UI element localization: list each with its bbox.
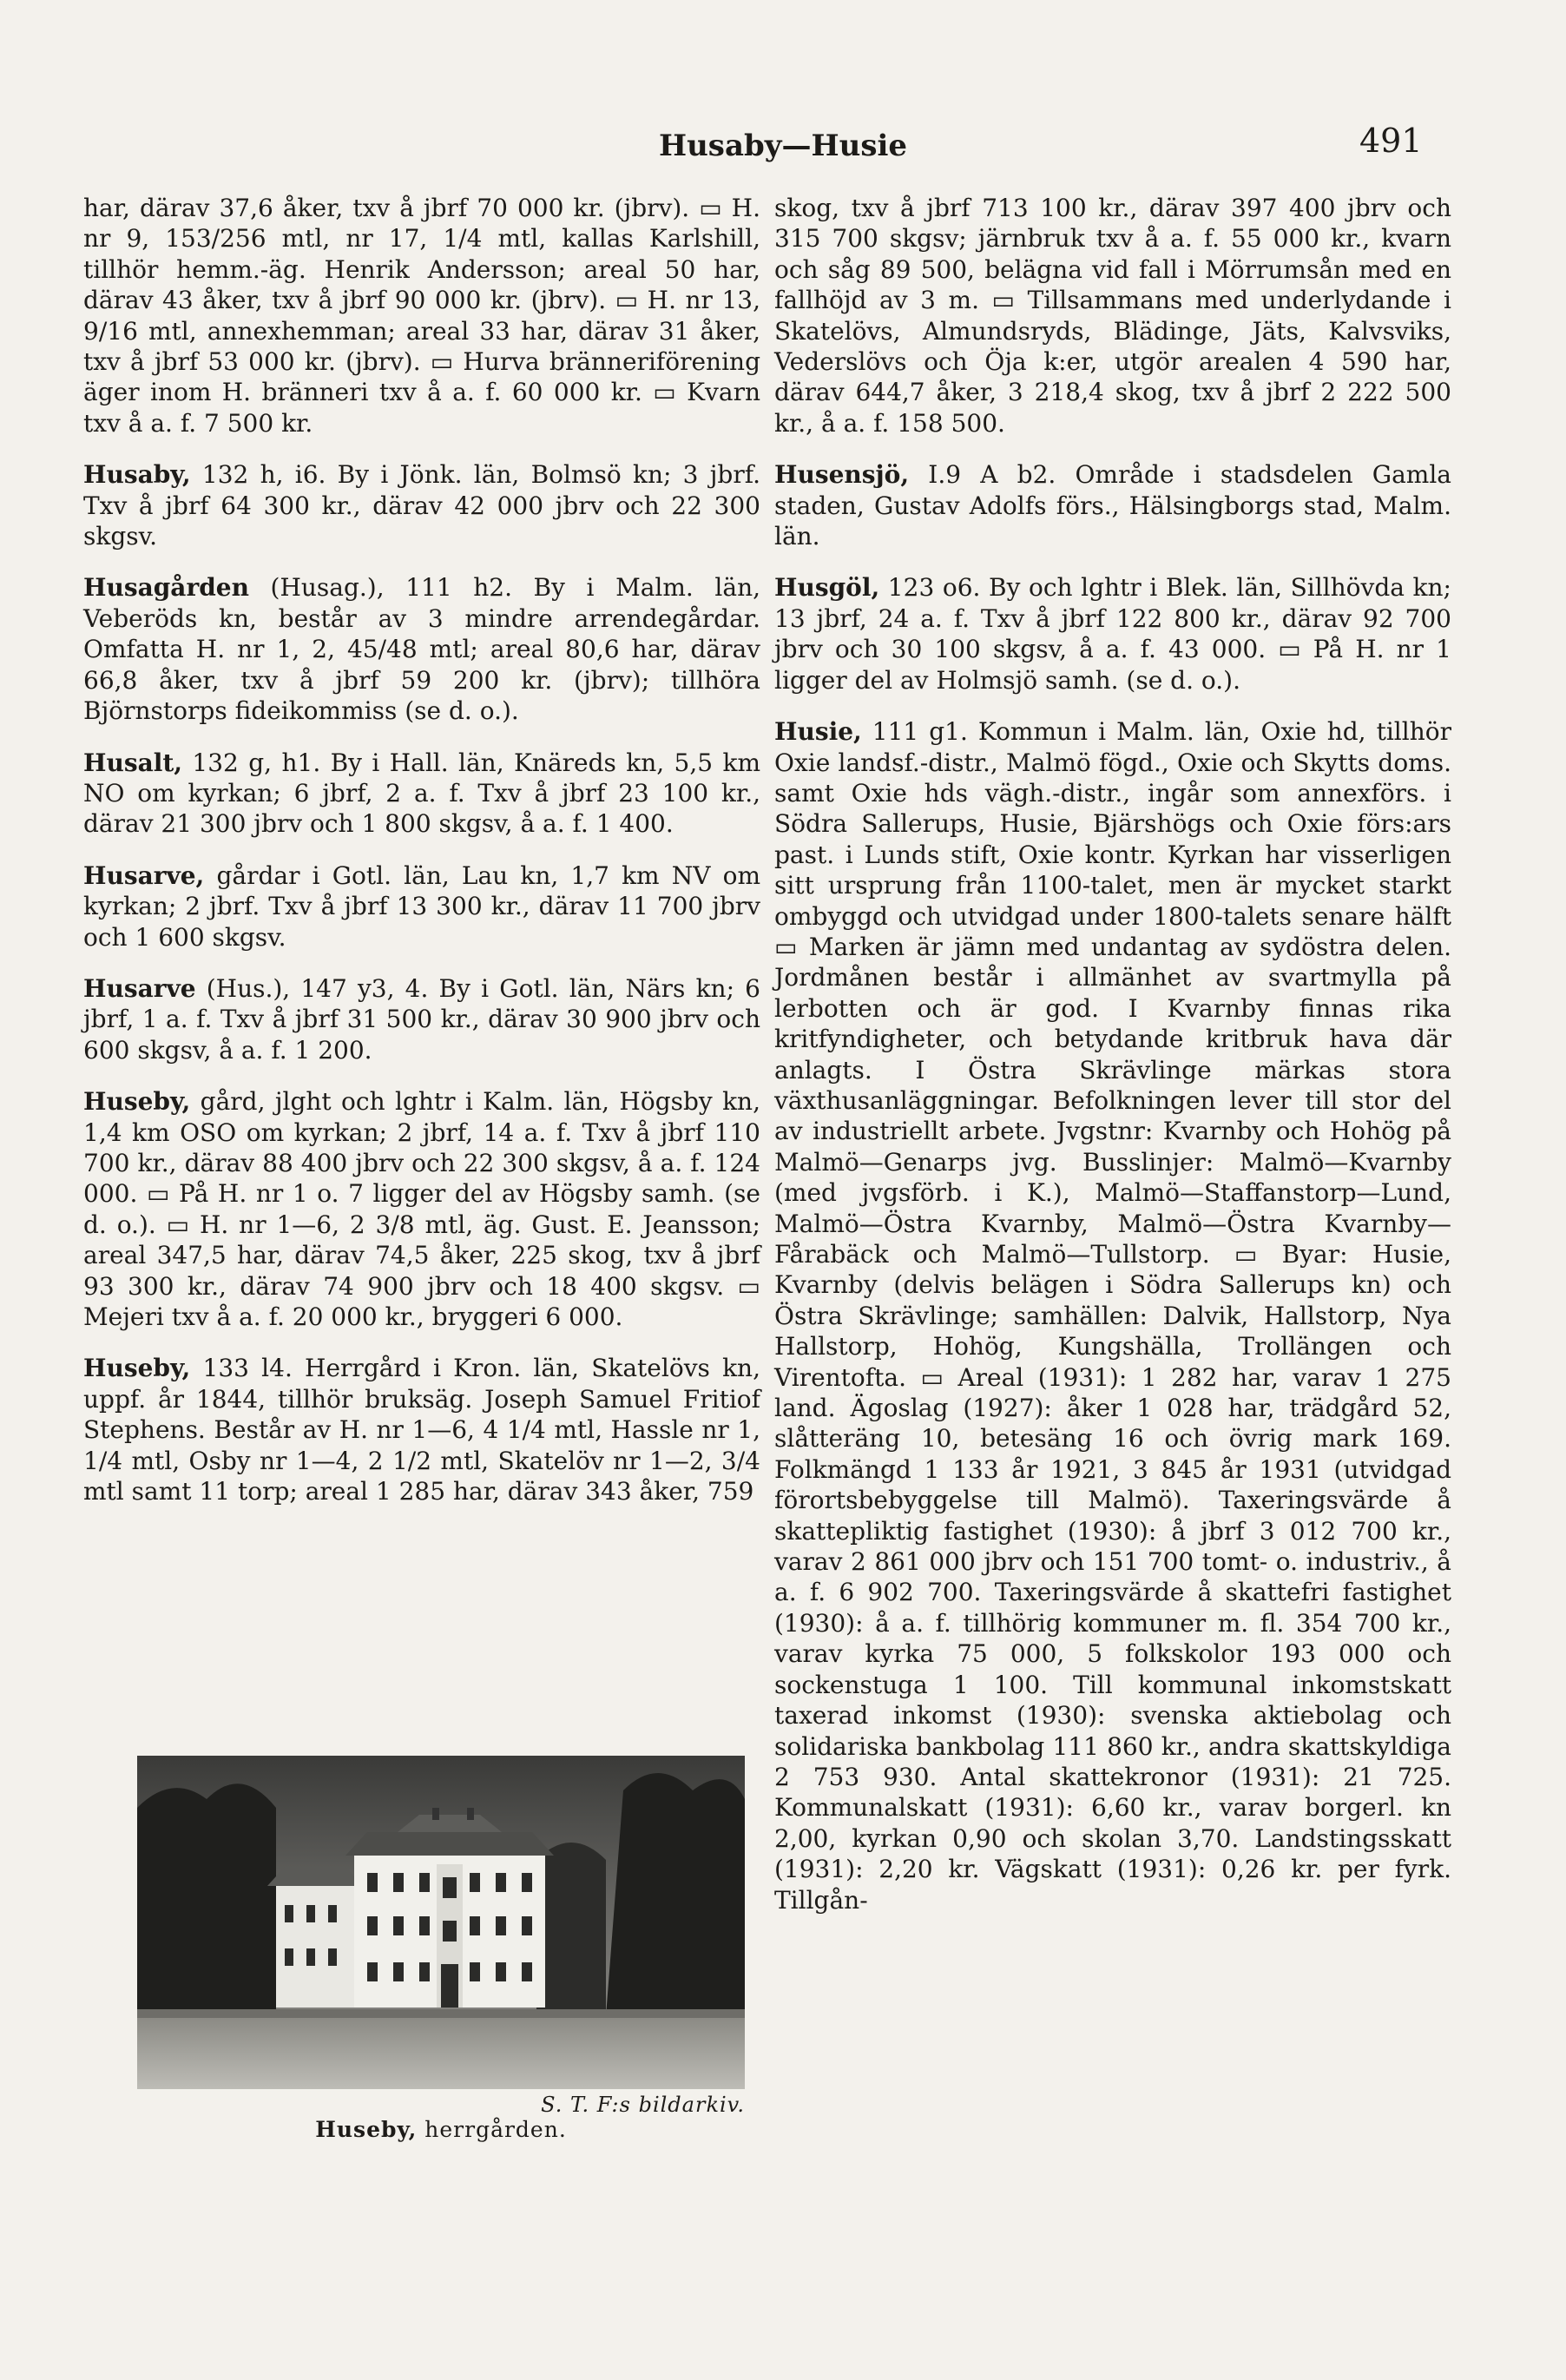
entry	[774, 193, 1451, 438]
entry	[774, 459, 1451, 551]
entry-text: I.9 A b2. Område i stadsdelen Gamla staden, Gustav Adolfs förs., Hälsingborgs stad, Malm. län.	[774, 460, 1451, 551]
entry	[83, 1086, 760, 1332]
entry-text: 132 h, i6. By i Jönk. län, Bolmsö kn; 3 jbrf. Txv å jbrf 64 300 kr., därav 42 000 jbrv och 22 300 skgsv.	[83, 460, 760, 551]
entry-text: 132 g, h1. By i Hall. län, Knäreds kn, 5,5 km NO om kyrkan; 6 jbrf, 2 a. f. Txv å jbrf 23 100 kr., därav 21 300 jbrv och 1 800 skgsv, å a. f. 1 400.	[83, 748, 760, 839]
right-column	[774, 193, 1451, 1936]
entry-headword: Husarve,	[83, 860, 205, 890]
entry-headword: Huseby,	[83, 1087, 191, 1117]
entry	[83, 459, 760, 551]
entry	[774, 572, 1451, 696]
entry-headword: Husensjö,	[774, 460, 910, 490]
figure-caption	[137, 2117, 745, 2142]
entry-headword: Husgöl,	[774, 573, 880, 603]
entry	[83, 973, 760, 1065]
entry-headword: Husarve	[83, 973, 196, 1003]
entry-headword: Husie,	[774, 717, 862, 747]
entry	[83, 860, 760, 953]
page-number: 491	[1359, 122, 1423, 160]
entry-text: (Hus.), 147 y3, 4. By i Gotl. län, Närs kn; 6 jbrf, 1 a. f. Txv å jbrf 31 500 kr., därav 30 900 jbrv och 600 skgsv, å a. f. 1 200.	[83, 973, 760, 1065]
entry-text: 133 l4. Herrgård i Kron. län, Skatelövs kn, uppf. år 1844, tillhör bruksäg. Joseph Samuel Fritiof Stephens. Består av H. nr 1—6, 4 1/4 mtl, Hassle nr 1, 1/4 mtl, Osby nr 1—4, 2 1/2 mtl, Skatelöv nr 1—2, 3/4 mtl samt 11 torp; areal 1 285 har, därav 343 åker, 759	[83, 1354, 760, 1506]
manor-house-photo	[137, 1756, 745, 2089]
entry	[83, 748, 760, 840]
entry-headword: Husalt,	[83, 748, 183, 777]
caption-bold: Huseby,	[315, 2117, 418, 2142]
entry	[774, 716, 1451, 1915]
left-column	[83, 193, 760, 1527]
caption-text: herrgården.	[417, 2117, 567, 2142]
photo-credit: S. T. F:s bildarkiv.	[541, 2093, 745, 2117]
entry-text: har, därav 37,6 åker, txv å jbrf 70 000 kr. (jbrv). ▭ H. nr 9, 153/256 mtl, nr 17, 1/4 mtl, kallas Karlshill, tillhör hemm.-äg. Henrik Andersson; areal 50 har, därav 43 åker, txv å jbrf 90 000 kr. (jbrv). ▭ H. nr 13, 9/16 mtl, annexhemman; areal 33 har, därav 31 åker, txv å jbrf 53 000 kr. (jbrv). ▭ Hurva bränneriförening äger inom H. bränneri txv å a. f. 60 000 kr. ▭ Kvarn txv å a. f. 7 500 kr.	[83, 194, 760, 438]
entry-text: skog, txv å jbrf 713 100 kr., därav 397 400 jbrv och 315 700 skgsv; järnbruk txv å a. f. 55 000 kr., kvarn och såg 89 500, belägna vid fall i Mörrumsån med en fallhöjd av 3 m. ▭ Tillsammans med underlydande i Skatelövs, Almundsryds, Blädinge, Jäts, Kalvsviks, Vederslövs och Öja k:er, utgör arealen 4 590 har, därav 644,7 åker, 3 218,4 skog, txv å jbrf 2 222 500 kr., å a. f. 158 500.	[774, 194, 1451, 438]
entry	[83, 1353, 760, 1506]
entry-text: gårdar i Gotl. län, Lau kn, 1,7 km NV om kyrkan; 2 jbrf. Txv å jbrf 13 300 kr., därav 11 700 jbrv och 1 600 skgsv.	[83, 860, 760, 952]
running-head: Husaby—Husie	[658, 129, 908, 163]
entry	[83, 193, 760, 438]
entry-text: gård, jlght och lghtr i Kalm. län, Högsby kn, 1,4 km OSO om kyrkan; 2 jbrf, 14 a. f. Txv å jbrf 110 700 kr., därav 88 400 jbrv och 22 300 skgsv, å a. f. 124 000. ▭ På H. nr 1 o. 7 ligger del av Högsby samh. (se d. o.). ▭ H. nr 1—6, 2 3/8 mtl, äg. Gust. E. Jeansson; areal 347,5 har, därav 74,5 åker, 225 skog, txv å jbrf 93 300 kr., därav 74 900 jbrv och 18 400 skgsv. ▭ Mejeri txv å a. f. 20 000 kr., bryggeri 6 000.	[83, 1087, 760, 1331]
entry	[83, 572, 760, 726]
entry-headword: Husagården	[83, 573, 249, 603]
entry-headword: Husaby,	[83, 460, 191, 490]
entry-headword: Huseby,	[83, 1354, 191, 1383]
entry-text: (Husag.), 111 h2. By i Malm. län, Veberöds kn, består av 3 mindre arrendegårdar. Omfatta H. nr 1, 2, 45/48 mtl; areal 80,6 har, därav 66,8 åker, txv å jbrf 59 200 kr. (jbrv); tillhöra Björnstorps fideikommiss (se d. o.).	[83, 573, 760, 726]
figure	[137, 1756, 745, 2142]
entry-text: 111 g1. Kommun i Malm. län, Oxie hd, tillhör Oxie landsf.-distr., Malmö fögd., Oxie och Skytts doms. samt Oxie hds vägh.-distr., ingår som annexförs. i Södra Sallerups, Husie, Bjärshögs och Oxie förs:ars past. i Lunds stift, Oxie kontr. Kyrkan har visserligen sitt ursprung från 1100-talet, men är mycket starkt ombyggd och utvidgad under 1800-talets senare hälft ▭ Marken är jämn med undantag av sydöstra delen. Jordmånen består i allmänhet av svartmylla på lerbotten och är god. I Kvarnby finnas rika kritfyndigheter, och betydande kritbruk hava där anlagts. I Östra Skrävlinge märkas stora växthusanläggningar. Befolkningen lever till stor del av industriellt arbete. Jvgstnr: Kvarnby och Hohög på Malmö—Genarps jvg. Busslinjer: Malmö—Kvarnby (med jvgsförb. i K.), Malmö—Staffanstorp—Lund, Malmö—Östra Kvarnby, Malmö—Östra Kvarnby—Fårabäck och Malmö—Tullstorp. ▭ Byar: Husie, Kvarnby (delvis belägen i Södra Sallerups kn) och Östra Skrävlinge; samhällen: Dalvik, Hallstorp, Nya Hallstorp, Hohög, Kungshälla, Trollängen och Virentofta. ▭ Areal (1931): 1 282 har, varav 1 275 land. Ägoslag (1927): åker 1 028 har, trädgård 52, slåtteräng 10, betesäng 16 och övrig mark 169. Folkmängd 1 133 år 1921, 3 845 år 1931 (utvidgad förortsbebyggelse till Malmö). Taxeringsvärde å skattepliktig fastighet (1930): å jbrf 3 012 700 kr., varav 2 861 000 jbrv och 151 700 tomt- o. industriv., å a. f. 6 902 700. Taxeringsvärde å skattefri fastighet (1930): å a. f. tillhörig kommuner m. fl. 354 700 kr., varav kyrka 75 000, 5 folkskolor 193 000 och sockenstuga 1 100. Till kommunal inkomstskatt taxerad inkomst (1930): svenska aktiebolag och solidariska bankbolag 111 860 kr., andra skattskyldiga 2 753 930. Antal skattekronor (1931): 21 725. Kommunalskatt (1931): 6,60 kr., varav borgerl. kn 2,00, kyrkan 0,90 och skolan 3,70. Landstingsskatt (1931): 2,20 kr. Vägskatt (1931): 0,26 kr. per fyrk. Tillgån-	[774, 717, 1451, 1915]
entry-text: 123 o6. By och lghtr i Blek. län, Sillhövda kn; 13 jbrf, 24 a. f. Txv å jbrf 122 800 kr., därav 92 700 jbrv och 30 100 skgsv, å a. f. 43 000. ▭ På H. nr 1 ligger del av Holmsjö samh. (se d. o.).	[774, 573, 1451, 695]
